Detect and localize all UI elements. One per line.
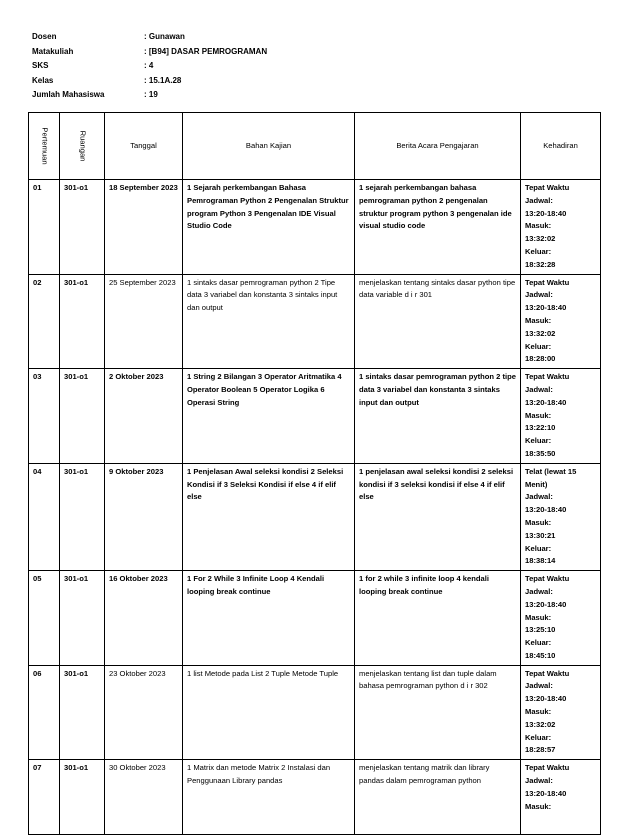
cell-berita-acara: 1 penjelasan awal seleksi kondisi 2 seleksi kondisi if 3 seleksi kondisi if else 4 if elif else bbox=[355, 463, 521, 570]
kehadiran-line: Masuk: bbox=[525, 410, 552, 420]
kehadiran-line: Keluar: bbox=[525, 732, 552, 742]
cell-berita-acara: menjelaskan tentang list dan tuple dalam bahasa pemrograman python d i r 302 bbox=[355, 665, 521, 760]
kehadiran-line: Jadwal: bbox=[525, 681, 553, 691]
course-info bbox=[32, 30, 267, 103]
kehadiran-line: Keluar: bbox=[525, 341, 552, 351]
cell-tanggal: 9 Oktober 2023 bbox=[105, 463, 183, 570]
cell-tanggal: 2 Oktober 2023 bbox=[105, 369, 183, 464]
cell-berita-acara: 1 sejarah perkembangan bahasa pemrograman python 2 pengenalan struktur program python 3 pengenalan ide visual studio code bbox=[355, 180, 521, 275]
table-row bbox=[29, 369, 601, 464]
kehadiran-line: 13:22:10 bbox=[525, 423, 556, 433]
table-row bbox=[29, 571, 601, 666]
info-row-kelas bbox=[32, 74, 267, 89]
info-row-dosen bbox=[32, 30, 267, 45]
kehadiran-line: 13:25:10 bbox=[525, 625, 556, 635]
info-value: : Gunawan bbox=[144, 32, 185, 41]
info-label: Dosen bbox=[32, 32, 57, 41]
kehadiran-status: Tepat Waktu bbox=[525, 277, 570, 287]
header-bahan-kajian: Bahan Kajian bbox=[183, 113, 355, 180]
cell-kehadiran bbox=[521, 665, 601, 760]
kehadiran-line: 13:20-18:40 bbox=[525, 599, 567, 609]
cell-bahan-kajian: 1 String 2 Bilangan 3 Operator Aritmatika 4 Operator Boolean 5 Operator Logika 6 Operasi String bbox=[183, 369, 355, 464]
kehadiran-status: Tepat Waktu bbox=[525, 574, 570, 584]
cell-ruangan: 301-o1 bbox=[60, 274, 105, 369]
cell-kehadiran bbox=[521, 760, 601, 835]
kehadiran-line: 13:20-18:40 bbox=[525, 505, 567, 515]
cell-tanggal: 16 Oktober 2023 bbox=[105, 571, 183, 666]
cell-bahan-kajian: 1 sintaks dasar pemrograman python 2 Tipe data 3 variabel dan konstanta 3 sintaks input dan output bbox=[183, 274, 355, 369]
cell-kehadiran bbox=[521, 180, 601, 275]
cell-bahan-kajian: 1 Penjelasan Awal seleksi kondisi 2 Seleksi Kondisi if 3 Seleksi Kondisi if else 4 if elif else bbox=[183, 463, 355, 570]
kehadiran-line: 13:30:21 bbox=[525, 530, 556, 540]
kehadiran-line: 13:20-18:40 bbox=[525, 208, 567, 218]
kehadiran-line: 18:38:14 bbox=[525, 556, 556, 566]
cell-tanggal: 25 September 2023 bbox=[105, 274, 183, 369]
kehadiran-line: 13:20-18:40 bbox=[525, 303, 567, 313]
kehadiran-line: 13:32:02 bbox=[525, 719, 556, 729]
kehadiran-line: 13:20-18:40 bbox=[525, 694, 567, 704]
cell-kehadiran bbox=[521, 463, 601, 570]
kehadiran-line: Keluar: bbox=[525, 543, 552, 553]
cell-pertemuan: 07 bbox=[29, 760, 60, 835]
table-row bbox=[29, 760, 601, 835]
header-pertemuan bbox=[29, 113, 60, 180]
cell-berita-acara: 1 sintaks dasar pemrograman python 2 tipe data 3 variabel dan konstanta 3 sintaks input dan output bbox=[355, 369, 521, 464]
kehadiran-line: Jadwal: bbox=[525, 586, 553, 596]
kehadiran-status: Tepat Waktu bbox=[525, 183, 570, 192]
kehadiran-line: Jadwal: bbox=[525, 195, 553, 205]
kehadiran-line: 13:32:02 bbox=[525, 328, 556, 338]
kehadiran-line: Masuk: bbox=[525, 707, 552, 717]
header-pertemuan-label: Pertemuan bbox=[40, 127, 50, 165]
kehadiran-line: Keluar: bbox=[525, 436, 552, 446]
kehadiran-status: Tepat Waktu bbox=[525, 372, 570, 382]
kehadiran-line: 18:35:50 bbox=[525, 448, 556, 458]
info-label: Jumlah Mahasiswa bbox=[32, 90, 105, 100]
kehadiran-line: 18:45:10 bbox=[525, 650, 556, 660]
cell-ruangan: 301-o1 bbox=[60, 571, 105, 666]
cell-tanggal: 18 September 2023 bbox=[105, 180, 183, 275]
table-header-row bbox=[29, 113, 601, 180]
attendance-table bbox=[28, 112, 601, 835]
kehadiran-line: 18:28:00 bbox=[525, 354, 556, 364]
cell-bahan-kajian: 1 list Metode pada List 2 Tuple Metode Tuple bbox=[183, 665, 355, 760]
info-value: : [B94] DASAR PEMROGRAMAN bbox=[144, 46, 268, 56]
cell-pertemuan: 01 bbox=[29, 180, 60, 275]
kehadiran-line: Keluar: bbox=[525, 246, 552, 256]
kehadiran-status: Telat (lewat 15 Menit) bbox=[525, 466, 577, 489]
kehadiran-line: Jadwal: bbox=[525, 384, 553, 394]
cell-pertemuan: 06 bbox=[29, 665, 60, 760]
cell-ruangan: 301-o1 bbox=[60, 180, 105, 275]
cell-kehadiran bbox=[521, 369, 601, 464]
cell-ruangan: 301-o1 bbox=[60, 463, 105, 570]
header-ruangan-label: Ruangan bbox=[78, 130, 88, 162]
cell-pertemuan: 04 bbox=[29, 463, 60, 570]
info-value: : 15.1A.28 bbox=[144, 75, 182, 85]
kehadiran-status: Tepat Waktu bbox=[525, 763, 570, 773]
kehadiran-line: Masuk: bbox=[525, 612, 552, 622]
kehadiran-line: Masuk: bbox=[525, 315, 552, 325]
cell-tanggal: 30 Oktober 2023 bbox=[105, 760, 183, 835]
cell-berita-acara: 1 for 2 while 3 infinite loop 4 kendali looping break continue bbox=[355, 571, 521, 666]
header-kehadiran: Kehadiran bbox=[521, 113, 601, 180]
kehadiran-line: Keluar: bbox=[525, 638, 552, 648]
kehadiran-line: 13:20-18:40 bbox=[525, 788, 567, 798]
cell-ruangan: 301-o1 bbox=[60, 369, 105, 464]
header-ruangan bbox=[60, 113, 105, 180]
kehadiran-line: Masuk: bbox=[525, 221, 552, 231]
info-row-jumlah-mahasiswa bbox=[32, 88, 267, 103]
kehadiran-line: 13:20-18:40 bbox=[525, 397, 567, 407]
kehadiran-line: 18:32:28 bbox=[525, 259, 556, 269]
kehadiran-line: Masuk: bbox=[525, 517, 552, 527]
info-row-sks bbox=[32, 59, 267, 74]
table-row bbox=[29, 665, 601, 760]
cell-tanggal: 23 Oktober 2023 bbox=[105, 665, 183, 760]
info-label: Matakuliah bbox=[32, 46, 74, 56]
kehadiran-line: Jadwal: bbox=[525, 492, 553, 502]
cell-bahan-kajian: 1 Matrix dan metode Matrix 2 Instalasi dan Penggunaan Library pandas bbox=[183, 760, 355, 835]
info-row-matakuliah bbox=[32, 45, 267, 60]
table-row bbox=[29, 463, 601, 570]
cell-kehadiran bbox=[521, 571, 601, 666]
kehadiran-status: Tepat Waktu bbox=[525, 668, 570, 678]
cell-bahan-kajian: 1 For 2 While 3 Infinite Loop 4 Kendali looping break continue bbox=[183, 571, 355, 666]
cell-ruangan: 301-o1 bbox=[60, 665, 105, 760]
cell-pertemuan: 03 bbox=[29, 369, 60, 464]
table-row bbox=[29, 180, 601, 275]
cell-ruangan: 301-o1 bbox=[60, 760, 105, 835]
cell-pertemuan: 05 bbox=[29, 571, 60, 666]
header-berita-acara: Berita Acara Pengajaran bbox=[355, 113, 521, 180]
kehadiran-line: 13:32:02 bbox=[525, 234, 556, 244]
cell-bahan-kajian: 1 Sejarah perkembangan Bahasa Pemrograman Python 2 Pengenalan Struktur program Python 3 Pengenalan IDE Visual Studio Code bbox=[183, 180, 355, 275]
cell-berita-acara: menjelaskan tentang sintaks dasar python tipe data variable d i r 301 bbox=[355, 274, 521, 369]
cell-kehadiran bbox=[521, 274, 601, 369]
info-label: Kelas bbox=[32, 75, 54, 85]
cell-berita-acara: menjelaskan tentang matrik dan library pandas dalam pemrograman python bbox=[355, 760, 521, 835]
info-value: : 4 bbox=[144, 61, 154, 71]
info-value: : 19 bbox=[144, 90, 158, 100]
kehadiran-line: Jadwal: bbox=[525, 290, 553, 300]
table-row bbox=[29, 274, 601, 369]
kehadiran-line: Jadwal: bbox=[525, 776, 553, 786]
kehadiran-line: Masuk: bbox=[525, 801, 552, 811]
cell-pertemuan: 02 bbox=[29, 274, 60, 369]
info-label: SKS bbox=[32, 61, 49, 71]
header-tanggal: Tanggal bbox=[105, 113, 183, 180]
kehadiran-line: 18:28:57 bbox=[525, 745, 556, 755]
